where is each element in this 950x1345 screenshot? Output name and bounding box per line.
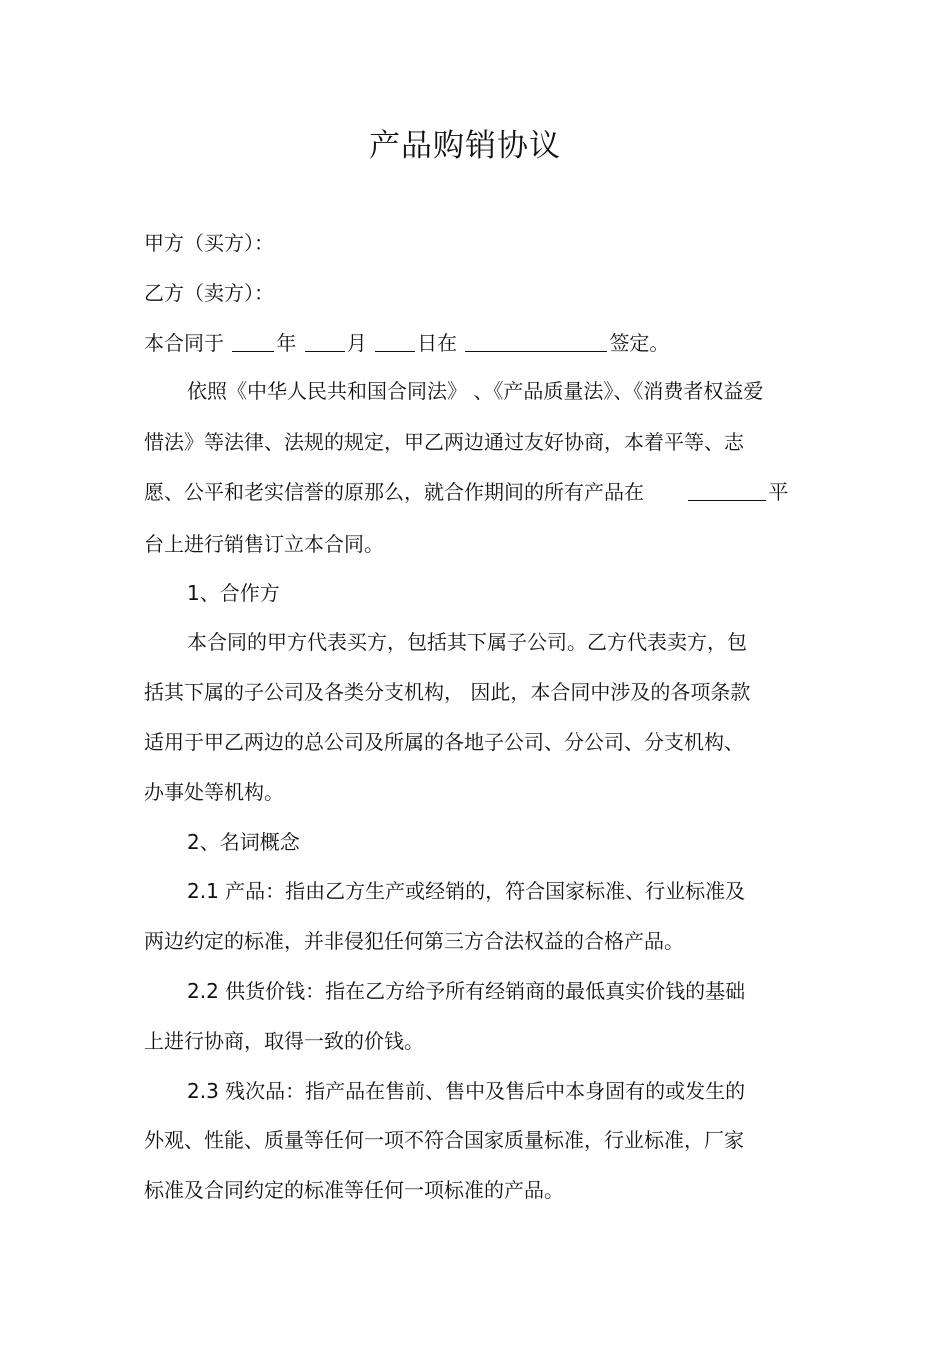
year-blank [232,331,274,352]
section-1-heading: 1、合作方 [187,581,280,605]
item-2-3-line-2: 外观、性能、质量等任何一项不符合国家质量标准，行业标准，厂家 [144,1128,744,1152]
intro-line-3-end: 平 [768,480,789,504]
platform-blank [688,480,766,501]
section-2-heading: 2、名词概念 [187,830,300,854]
item-2-1-line-1: 2.1 产品：指由乙方生产或经销的，符合国家标准、行业标准及 [187,879,746,903]
signing-line [144,329,669,357]
signing-suffix: 签定。 [609,331,670,355]
document-title: 产品购销协议 [369,128,561,164]
item-2-3-line-1: 2.3 残次品：指产品在售前、售中及售后中本身固有的或发生的 [187,1079,746,1103]
item-2-2-line-2: 上进行协商，取得一致的价钱。 [144,1029,424,1053]
intro-line-1: 依照《中华人民共和国合同法》 、《产品质量法》、《消费者权益爱 [187,379,764,403]
day-blank [375,331,415,352]
section-1-line-3: 适用于甲乙两边的总公司及所属的各地子公司、分公司、分支机构、 [144,730,744,754]
signing-month-label: 月 [346,331,367,355]
party-a-line: 甲方（买方）： [144,231,274,255]
item-2-1-line-2: 两边约定的标准，并非侵犯任何第三方合法权益的合格产品。 [144,929,684,953]
intro-line-3 [144,478,788,506]
signing-year-label: 年 [276,331,297,355]
item-2-2-line-1: 2.2 供货价钱：指在乙方给予所有经销商的最低真实价钱的基础 [187,979,746,1003]
section-1-line-2: 括其下属的子公司及各类分支机构， 因此，本合同中涉及的各项条款 [144,680,751,704]
signing-day-label: 日在 [417,331,458,355]
signing-prefix: 本合同于 [144,331,224,355]
place-blank [465,331,607,352]
intro-line-4: 台上进行销售订立本合同。 [144,532,384,556]
section-1-line-1: 本合同的甲方代表买方，包括其下属子公司。乙方代表卖方，包 [187,630,747,654]
party-b-line: 乙方（卖方）： [144,281,274,305]
section-1-line-4: 办事处等机构。 [144,780,284,804]
intro-line-2: 惜法》等法律、法规的规定，甲乙两边通过友好协商，本着平等、志 [144,430,744,454]
item-2-3-line-3: 标准及合同约定的标准等任何一项标准的产品。 [144,1178,564,1202]
month-blank [305,331,345,352]
intro-line-3-text: 愿、公平和老实信誉的原那么，就合作期间的所有产品在 [144,480,644,504]
